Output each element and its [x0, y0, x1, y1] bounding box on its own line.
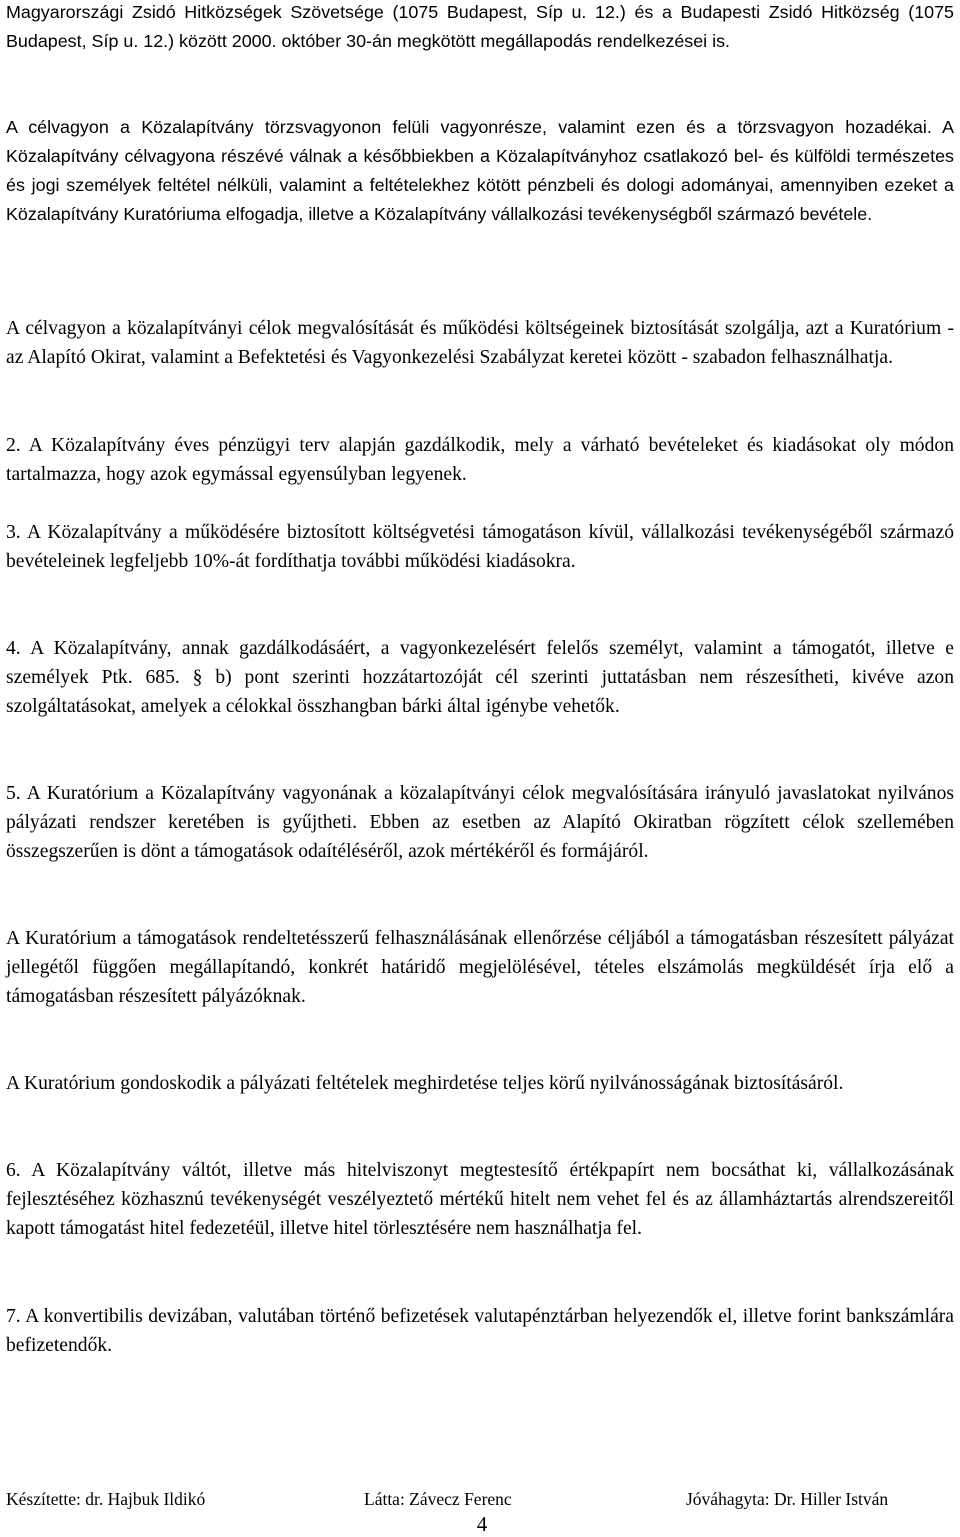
footer-prepared-by: Készítette: dr. Hajbuk Ildikó: [6, 1489, 206, 1509]
paragraph-intro-continuation: Magyarországi Zsidó Hitközségek Szövetsége (1075 Budapest, Síp u. 12.) és a Budapesti Zsidó Hitközség (1075 Budapest, Síp u. 12.) között 2000. október 30-án megkötött megállapodás rendelkezései is.: [6, 2, 954, 51]
page-number: 4: [476, 1512, 488, 1536]
paragraph-point-2: 2. A Közalapítvány éves pénzügyi terv alapján gazdálkodik, mely a várható bevételeket és kiadásokat oly módon tartalmazza, hogy azok egymással egyensúlyban legyenek.: [6, 435, 954, 485]
paragraph-point-3: 3. A Közalapítvány a működésére biztosított költségvetési támogatáson kívül, vállalkozási tevékenységéből származó bevételeinek legfeljebb 10%-át fordíthatja további működési kiadásokra.: [6, 522, 954, 572]
paragraph-kuratorium-control: A Kuratórium a támogatások rendeltetésszerű felhasználásának ellenőrzése céljából a támogatásban részesített pályázat jellegétől függően megállapítandó, konkrét határidő megjelölésével, tételes elszámolás megküldését írja elő a támogatásban részesített pályázóknak.: [6, 928, 954, 1007]
paragraph-point-4: 4. A Közalapítvány, annak gazdálkodásáért, a vagyonkezelésért felelős személyt, valamint a támogatót, illetve e személyek Ptk. 685. § b) pont szerinti hozzátartozóját cél szerinti juttatásban nem részesítheti, kivéve azon szolgáltatásokat, amelyek a célokkal összhangban bárki által igénybe vehetők.: [6, 638, 954, 717]
paragraph-point-7: 7. A konvertibilis devizában, valutában történő befizetések valutapénztárban helyezendők el, illetve forint bankszámlára befizetendők.: [6, 1306, 954, 1356]
paragraph-point-5: 5. A Kuratórium a Közalapítvány vagyonának a közalapítványi célok megvalósítására irányuló javaslatokat nyilvános pályázati rendszer keretében is gyűjtheti. Ebben az esetben az Alapító Okiratban rögzített célok szellemében összegszerűen is dönt a támogatások odaítéléséről, azok mértékéről és formájáról.: [6, 783, 954, 862]
footer-approved-by: Jóváhagyta: Dr. Hiller István: [686, 1489, 889, 1509]
paragraph-point-6: 6. A Közalapítvány váltót, illetve más hitelviszonyt megtestesítő értékpapírt nem bocsáthat ki, vállalkozásának fejlesztéséhez közhasznú tevékenységét veszélyeztető mértékű hitelt nem vehet fel és az államháztartás alrendszereitől kapott támogatást hitel fedezetéül, illetve hitel törlesztésére nem használhatja fel.: [6, 1160, 954, 1239]
paragraph-celvagyon-use: A célvagyon a közalapítványi célok megvalósítását és működési költségeinek biztosítását szolgálja, azt a Kuratórium - az Alapító Okirat, valamint a Befektetési és Vagyonkezelési Szabályzat keretei között - szabadon felhasználhatja.: [6, 318, 954, 368]
paragraph-celvagyon-definition: A célvagyon a Közalapítvány törzsvagyonon felüli vagyonrésze, valamint ezen és a törzsvagyon hozadékai. A Közalapítvány célvagyona részévé válnak a későbbiekben a Közalapítványhoz csatlakozó bel- és külföldi természetes és jogi személyek feltétel nélküli, valamint a feltételekhez kötött pénzbeli és dologi adományai, amennyiben ezeket a Közalapítvány Kuratóriuma elfogadja, illetve a Közalapítvány vállalkozási tevékenységből származó bevétele.: [6, 117, 954, 224]
footer-reviewed-by: Látta: Závecz Ferenc: [364, 1489, 512, 1509]
paragraph-kuratorium-publicity: A Kuratórium gondoskodik a pályázati feltételek meghirdetése teljes körű nyilvánosságának biztosításáról.: [6, 1073, 844, 1094]
page-footer: [0, 1487, 960, 1511]
